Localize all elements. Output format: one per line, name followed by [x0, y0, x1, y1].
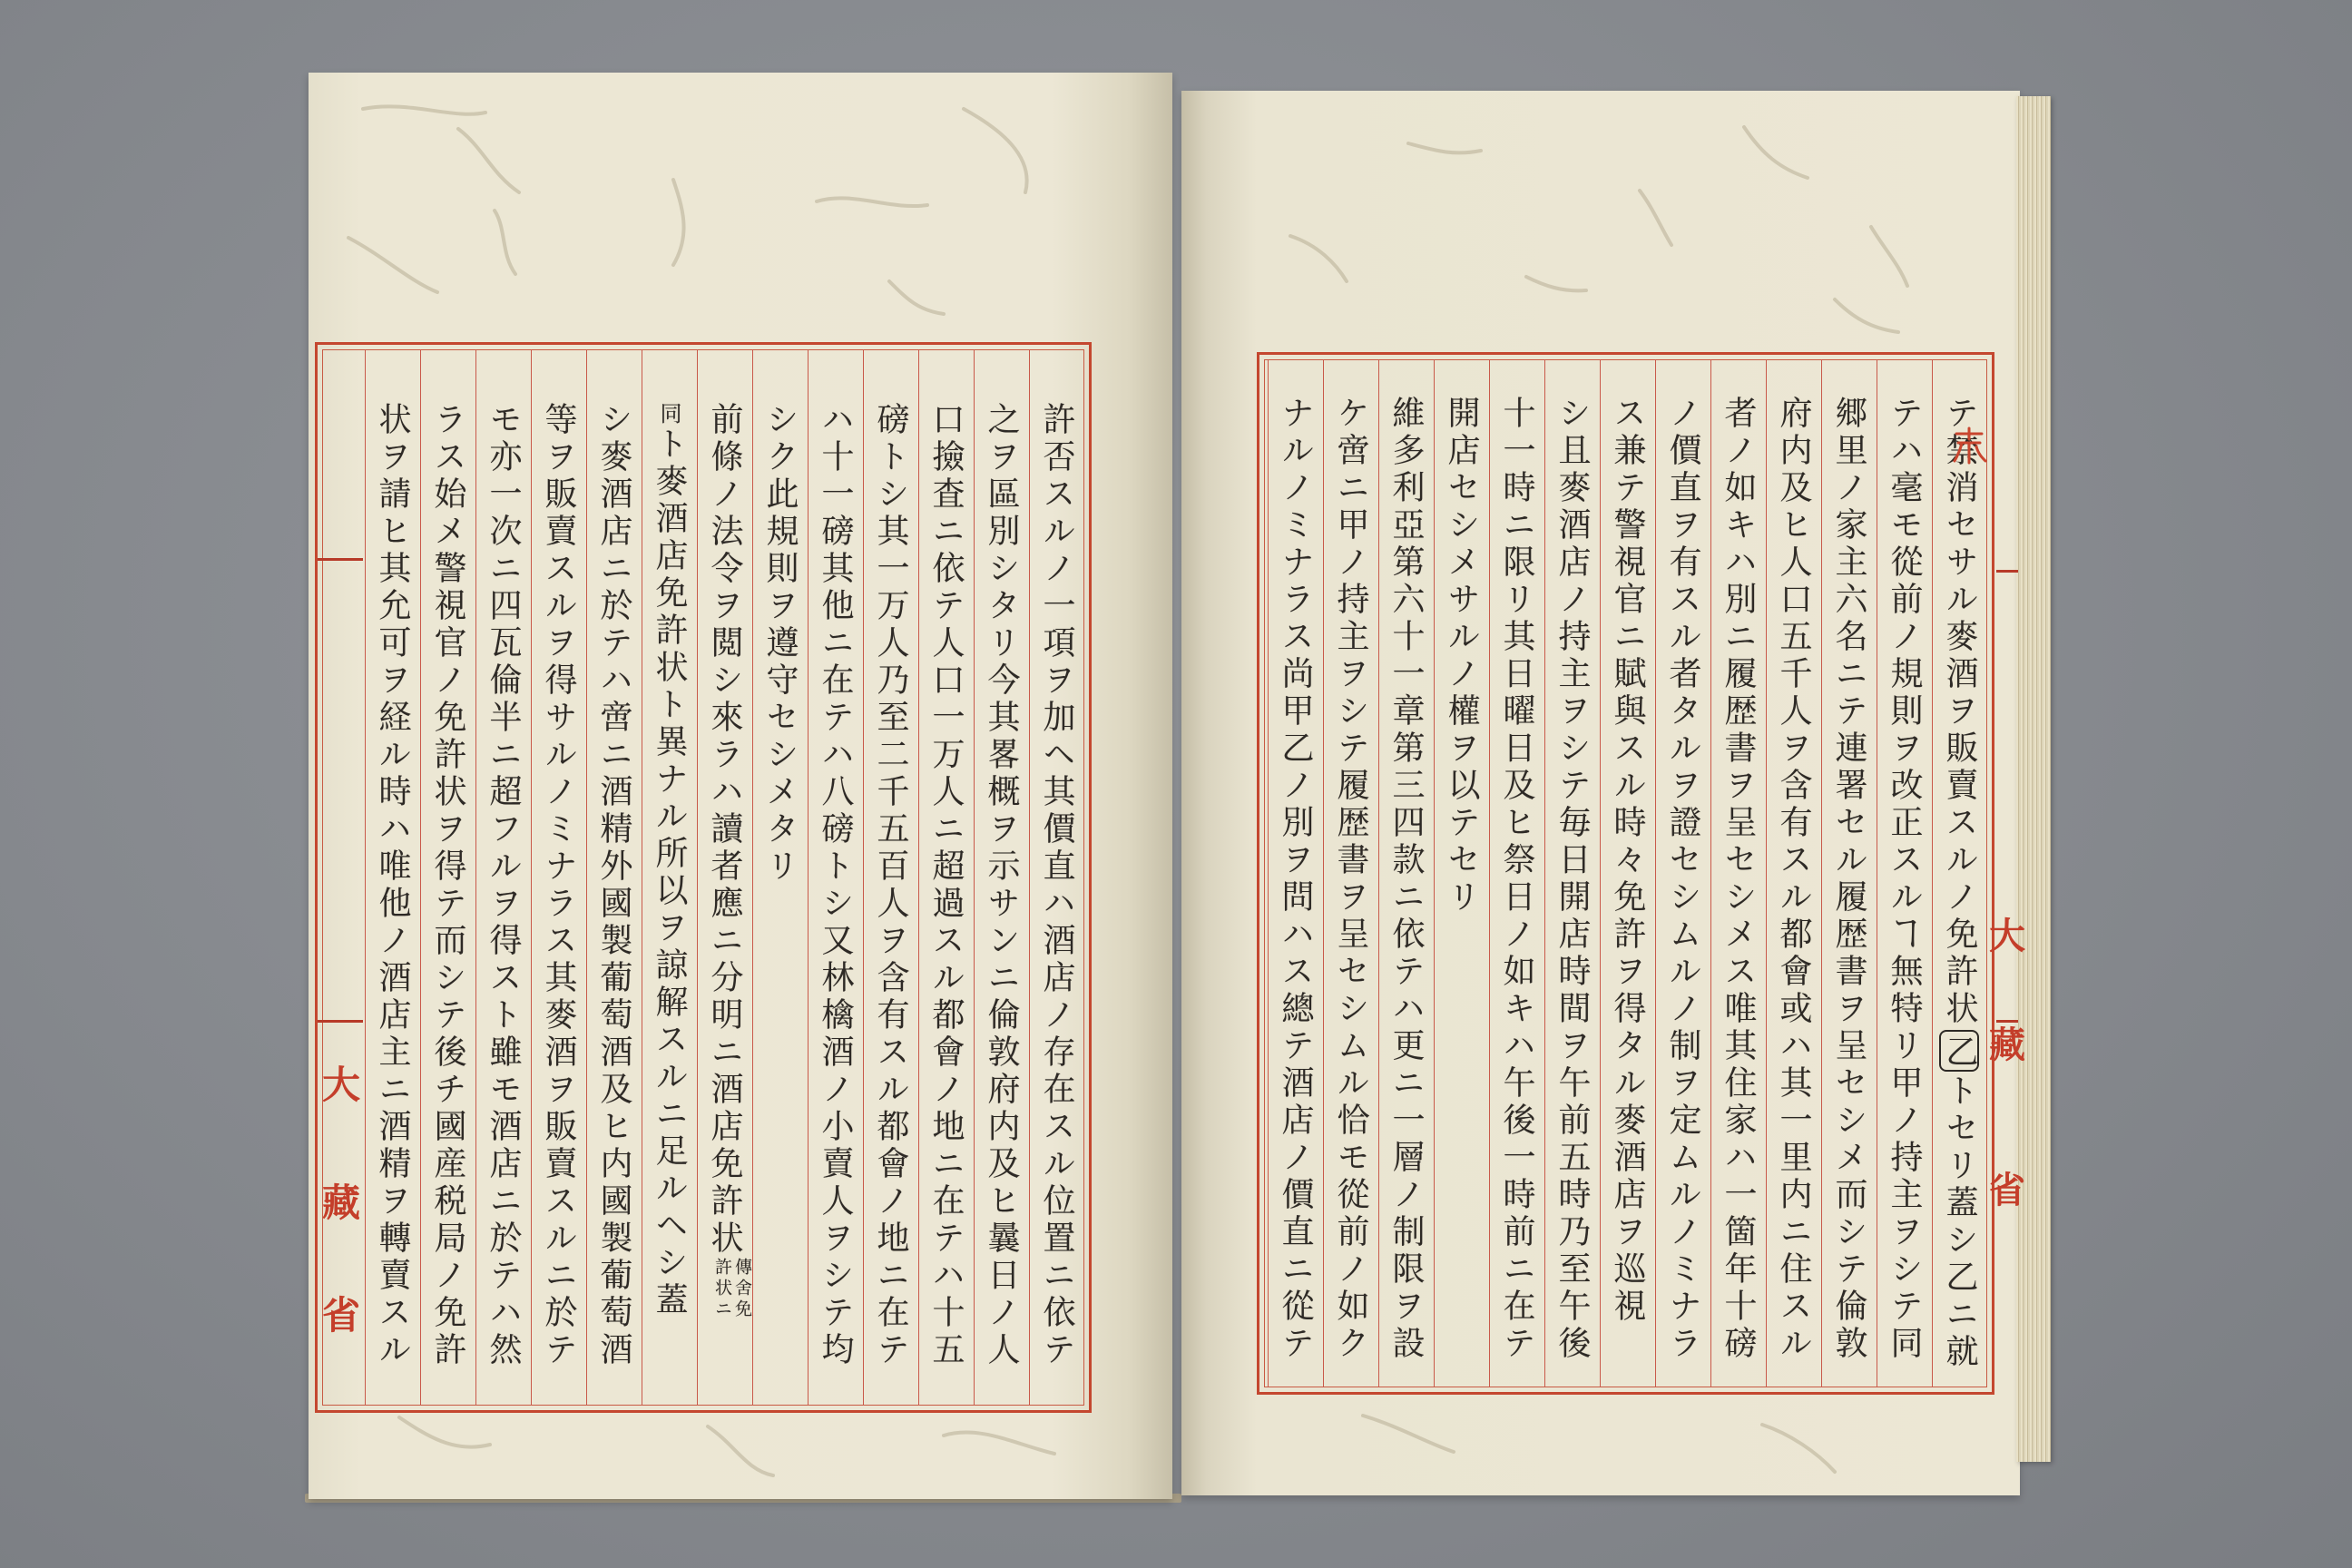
column-text: 之ヲ區別シタリ今其畧概ヲ示サンニ倫敦府内及ヒ曩日ノ人 [983, 402, 1020, 1369]
column-text: シ麥酒店ニ於テハ啻ニ酒精外國製葡萄酒及ヒ内國製葡萄酒 [595, 402, 632, 1369]
column-text: 口撿査ニ依テ人口一万人ニ超過スル都會ノ地ニ在テハ十五 [927, 402, 965, 1369]
left-text-columns [365, 349, 1084, 1406]
column-text: モ亦一次ニ四瓦倫半ニ超フルヲ得スト雖モ酒店ニ於テハ然 [485, 402, 522, 1369]
left-text-frame [315, 342, 1092, 1413]
column-text: ケ啻ニ甲ノ持主ヲシテ履歴書ヲ呈セシムル恰モ從前ノ如ク [1332, 396, 1369, 1363]
edge-rule-mark [1996, 570, 2018, 573]
text-column [697, 349, 752, 1406]
text-column [808, 349, 863, 1406]
edge-label-char: 省 [1989, 1169, 2025, 1211]
text-column [420, 349, 475, 1406]
column-text: 十一時ニ限リ其日曜日及ヒ祭日ノ如キハ午後一時前ニ在テ [1498, 396, 1535, 1363]
text-column [1710, 359, 1766, 1387]
text-column [1544, 359, 1600, 1387]
red-stamp-mark [1951, 426, 1987, 465]
column-text: ラス始メ警視官ノ免許状ヲ得テ而シテ後チ國産税局ノ免許 [429, 402, 466, 1369]
text-column [863, 349, 918, 1406]
column-text: シク此規則ヲ遵守セシメタリ [761, 402, 799, 886]
edge-label-char: 大 [1989, 915, 2025, 957]
small-lead-char: 同 [656, 402, 681, 426]
column-text: ハ十一磅其他ニ在テハ八磅トシ又林檎酒ノ小賣人ヲシテ均 [817, 402, 854, 1369]
text-column [1029, 349, 1084, 1406]
column-text: 許否スルノ一項ヲ加ヘ其價直ハ酒店ノ存在スル位置ニ依テ [1038, 402, 1075, 1369]
note-left-line: 許状ニ [712, 1258, 732, 1320]
column-text: テハ毫モ從前ノ規則ヲ改正スルヿ無特リ甲ノ持主ヲシテ同 [1886, 396, 1923, 1363]
edge-label-char: 藏 [1989, 1024, 2025, 1066]
margin-label-char: 藏 [321, 1181, 360, 1225]
right-text-columns [1268, 359, 1987, 1387]
text-column [1434, 359, 1489, 1387]
text-column [752, 349, 808, 1406]
text-column [1766, 359, 1821, 1387]
column-text: トセリ蓋シ乙ニ就 [1941, 1073, 1978, 1371]
column-text: ナルノミナラス尚甲乙ノ別ヲ問ハス總テ酒店ノ價直ニ從テ [1277, 396, 1314, 1363]
column-text: テ禁消セサル麥酒ヲ販賣スルノ免許状 [1941, 396, 1978, 1028]
text-column [918, 349, 974, 1406]
text-column [531, 349, 586, 1406]
text-column [1877, 359, 1932, 1387]
column-text: 郷里ノ家主六名ニテ連署セル履歴書ヲ呈セシメ而シテ倫敦 [1830, 396, 1867, 1363]
text-column [365, 349, 420, 1406]
margin-rule-mark [318, 1020, 363, 1023]
column-text: ス兼テ警視官ニ賦與スル時々免許ヲ得タル麥酒店ヲ巡視 [1609, 396, 1646, 1326]
text-column [974, 349, 1029, 1406]
text-column [1655, 359, 1710, 1387]
page-stack-edge [2016, 96, 2051, 1462]
column-text: ノ價直ヲ有スル者タルヲ證セシムルノ制ヲ定ムルノミナラ [1664, 396, 1701, 1363]
column-text: 状ヲ請ヒ其允可ヲ経ル時ハ唯他ノ酒店主ニ酒精ヲ轉賣スル [374, 402, 411, 1369]
right-text-frame [1257, 352, 1994, 1395]
text-column [642, 349, 697, 1406]
column-text: 開店セシメサルノ權ヲ以テセリ [1443, 396, 1480, 916]
text-column [1600, 359, 1655, 1387]
text-column [1489, 359, 1544, 1387]
margin-label-char: 省 [321, 1293, 360, 1338]
column-text: シ且麥酒店ノ持主ヲシテ毎日開店時間ヲ午前五時乃至午後 [1553, 396, 1591, 1363]
interlinear-note [712, 1258, 752, 1320]
column-text: 府内及ヒ人口五千人ヲ含有スル都會或ハ其一里内ニ住スル [1775, 396, 1812, 1363]
column-text: 等ヲ販賣スルヲ得サルノミナラス其麥酒ヲ販賣スルニ於テ [540, 402, 577, 1369]
margin-label-char: 大 [321, 1063, 360, 1107]
text-column [1268, 359, 1323, 1387]
text-column [1932, 359, 1987, 1387]
boxed-character: 乙 [1939, 1030, 1979, 1072]
column-text: 維多利亞第六十一章第三四款ニ依テハ更ニ一層ノ制限ヲ設 [1387, 396, 1425, 1363]
text-column [1821, 359, 1877, 1387]
text-column [1323, 359, 1378, 1387]
column-text: 磅トシ其一万人乃至二千五百人ヲ含有スル都會ノ地ニ在テ [872, 402, 909, 1369]
note-right-line: 傳舍免 [732, 1258, 752, 1320]
text-column [1378, 359, 1434, 1387]
column-text: 前條ノ法令ヲ閲シ來ラハ讀者應ニ分明ニ酒店免許状 [706, 402, 743, 1258]
margin-rule-mark [318, 558, 363, 561]
column-text: ト麥酒店免許状ト異ナル所以ヲ諒解スルニ足ルヘシ蓋 [651, 426, 688, 1319]
text-column [586, 349, 642, 1406]
column-text: 者ノ如キハ別ニ履歴書ヲ呈セシメス唯其住家ハ一箇年十磅 [1720, 396, 1757, 1363]
text-column [475, 349, 531, 1406]
right-edge-label [1989, 889, 2025, 1270]
